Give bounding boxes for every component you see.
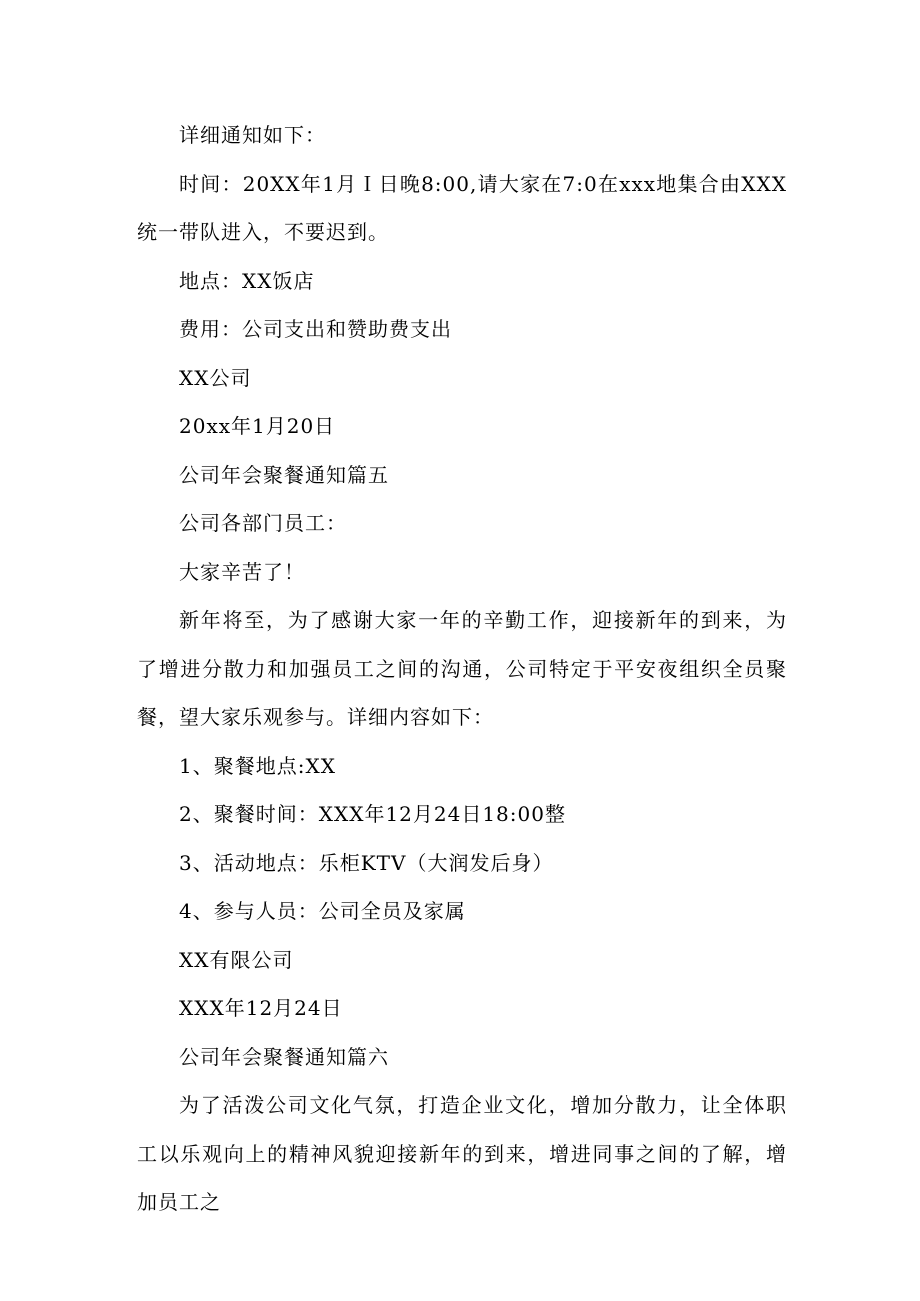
list-item-participants: 4、参与人员：公司全员及家属: [179, 899, 466, 923]
paragraph-company-signature: XX公司: [179, 365, 252, 390]
paragraph-date: 20xx年1月20日: [179, 414, 336, 438]
paragraph-greeting: 大家辛苦了！: [179, 559, 305, 584]
paragraph-body-six: 为了活泼公司文化气氛，打造企业文化，增加分散力，让全体职工以乐观向上的精神风貌迎接新年的到来，增进同事之间的了解，增加员工之: [137, 1093, 787, 1214]
section-heading-six: 公司年会聚餐通知篇六: [179, 1044, 389, 1069]
list-item-dinner-time: 2、聚餐时间：XXX年12月24日18:00整: [179, 802, 566, 826]
paragraph-notice-intro: 详细通知如下：: [179, 123, 326, 147]
paragraph-cost: 费用：公司支出和赞助费支出: [179, 317, 452, 341]
list-item-dinner-location: 1、聚餐地点:XX: [179, 753, 336, 778]
paragraph-body-five: 新年将至，为了感谢大家一年的辛勤工作，迎接新年的到来，为了增进分散力和加强员工之间的沟通，公司特定于平安夜组织全员聚餐，望大家乐观参与。详细内容如下：: [137, 608, 787, 729]
section-heading-five: 公司年会聚餐通知篇五: [179, 462, 389, 487]
paragraph-time: 时间：20XX年1月Ｉ日晚8:00,请大家在7:0在xxx地集合由XXX统一带队进入，不要迟到。: [137, 171, 787, 244]
paragraph-company-signature-2: XX有限公司: [179, 947, 294, 972]
paragraph-salutation: 公司各部门员工：: [179, 511, 347, 535]
paragraph-date-2: XXX年12月24日: [179, 996, 343, 1020]
list-item-activity-location: 3、活动地点：乐柜KTV（大润发后身）: [179, 850, 554, 875]
paragraph-location: 地点：XX饭店: [179, 268, 315, 293]
document-body: [137, 111, 787, 1227]
